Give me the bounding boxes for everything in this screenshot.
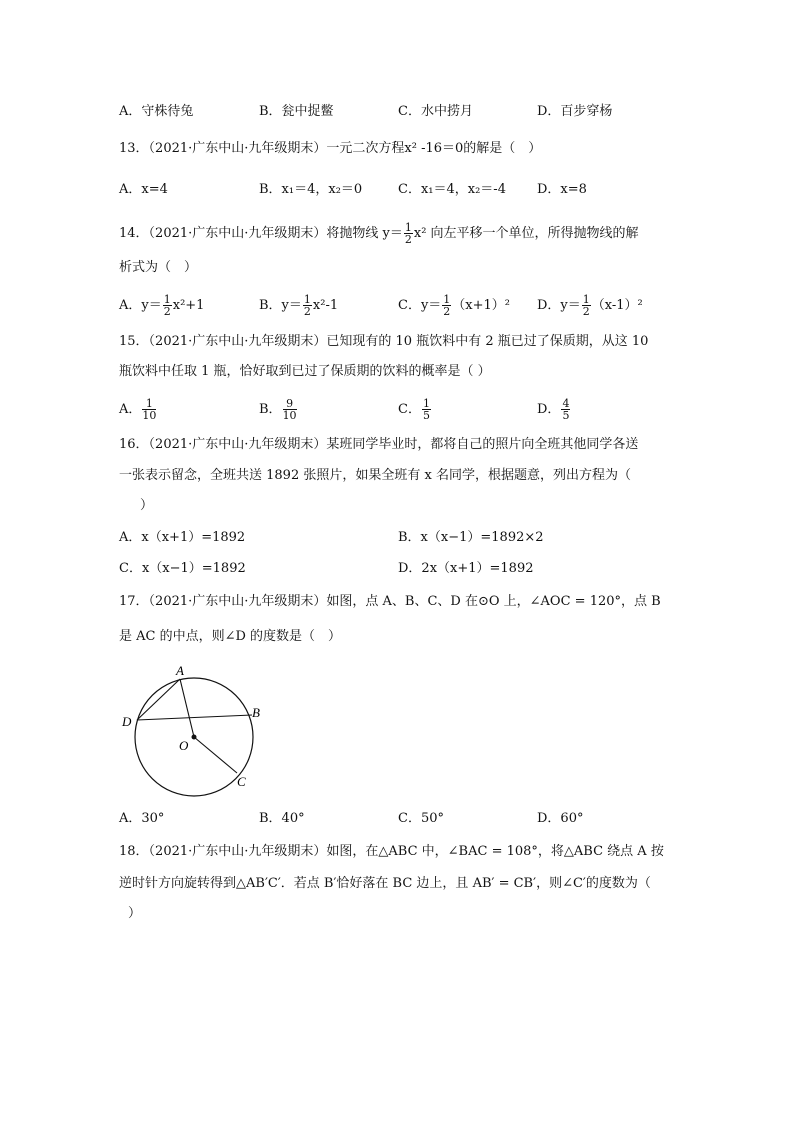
q14-option-b-num: 1	[303, 293, 311, 306]
label-d: D	[122, 714, 132, 729]
q17-circle-figure	[118, 660, 278, 800]
radius-oa	[180, 679, 194, 737]
q15-option-c	[398, 398, 432, 421]
radius-oc	[194, 737, 237, 773]
q14-option-a-label: A．y＝	[119, 298, 162, 313]
q14-option-b-tail: x²-1	[312, 298, 339, 313]
q15-option-d-den: 5	[562, 409, 570, 422]
q15-option-c-label: C．	[398, 402, 421, 417]
q16-option-d: D．2x（x+1）=1892	[398, 561, 534, 576]
q17-option-c: C．50°	[398, 811, 444, 826]
q13-stem: 13．（2021·广东中山·九年级期末）一元二次方程x² -16＝0的解是（ ）	[119, 141, 542, 156]
q12-option-c: C．水中捞月	[398, 104, 473, 119]
q18-stem-line3: ）	[128, 906, 142, 921]
q14-option-a-num: 1	[163, 293, 171, 306]
q15-option-b-frac	[283, 398, 297, 421]
q15-option-b-den: 10	[282, 409, 297, 422]
q15-option-d-frac	[561, 398, 570, 421]
q15-option-b-label: B．	[259, 402, 282, 417]
q14-option-d-frac	[582, 294, 591, 317]
q12-option-d: D．百步穿杨	[537, 104, 613, 119]
q14-option-d-label: D．y＝	[537, 298, 581, 313]
q14-option-b-den: 2	[303, 305, 311, 318]
q14-option-c	[398, 294, 510, 317]
q15-option-d-num: 4	[562, 397, 570, 410]
q14-option-c-num: 1	[443, 293, 451, 306]
label-o: O	[179, 738, 189, 753]
q17-stem-line1: 17．（2021·广东中山·九年级期末）如图，点 A、B、C、D 在⊙O 上，∠AOC = 120°，点 B	[119, 594, 661, 609]
q14-option-b-frac	[303, 294, 312, 317]
q15-option-a-label: A．	[119, 402, 142, 417]
q17-option-b: B．40°	[259, 811, 305, 826]
q17-stem-line2: 是 AC 的中点，则∠D 的度数是（ ）	[119, 629, 342, 644]
q14-option-b	[259, 294, 338, 317]
q14-stem-line2: 析式为（ ）	[119, 260, 198, 275]
q14-option-d	[537, 294, 643, 317]
q15-option-b	[259, 398, 298, 421]
q13-option-c: C．x₁＝4，x₂＝-4	[398, 182, 506, 197]
q14-frac-den: 2	[404, 233, 412, 246]
chord-db	[137, 715, 252, 720]
label-a: A	[176, 663, 184, 678]
q17-option-d: D．60°	[537, 811, 584, 826]
q15-option-c-frac	[422, 398, 431, 421]
label-c: C	[237, 774, 246, 789]
q14-frac-num: 1	[404, 221, 412, 234]
q14-option-c-tail: （x+1）²	[452, 298, 511, 313]
q12-option-a: A．守株待兔	[119, 104, 194, 119]
q14-option-a-den: 2	[163, 305, 171, 318]
q14-stem-head: 14．（2021·广东中山·九年级期末）将抛物线 y＝	[119, 226, 403, 241]
center-point	[192, 735, 197, 740]
q16-option-b: B．x（x−1）=1892×2	[398, 530, 544, 545]
q15-option-a	[119, 398, 157, 421]
q15-option-c-num: 1	[422, 397, 430, 410]
chord-da	[137, 679, 180, 720]
q15-option-c-den: 5	[422, 409, 430, 422]
q13-option-d: D．x=8	[537, 182, 587, 197]
q14-option-d-den: 2	[582, 305, 590, 318]
label-b: B	[252, 705, 260, 720]
q13-option-a: A．x=4	[119, 182, 168, 197]
q16-stem-line3: ）	[140, 498, 154, 513]
q14-stem	[119, 222, 639, 245]
q14-option-c-label: C．y＝	[398, 298, 442, 313]
q17-option-a: A．30°	[119, 811, 165, 826]
q14-option-a-frac	[163, 294, 172, 317]
q18-stem-line2: 逆时针方向旋转得到△AB′C′．若点 B′恰好落在 BC 边上，且 AB′ = CB′，则∠C′的度数为（	[119, 876, 651, 891]
q15-option-d-label: D．	[537, 402, 561, 417]
q14-option-d-tail: （x-1）²	[591, 298, 643, 313]
q16-option-a: A．x（x+1）=1892	[119, 530, 246, 545]
q14-option-b-label: B．y＝	[259, 298, 302, 313]
q15-stem-line1: 15．（2021·广东中山·九年级期末）已知现有的 10 瓶饮料中有 2 瓶已过了保质期，从这 10	[119, 334, 649, 349]
q18-stem-line1: 18．（2021·广东中山·九年级期末）如图，在△ABC 中，∠BAC = 108°，将△ABC 绕点 A 按	[119, 844, 664, 859]
q14-option-c-frac	[442, 294, 451, 317]
q14-option-c-den: 2	[443, 305, 451, 318]
q14-fraction	[404, 222, 413, 245]
q14-option-d-num: 1	[582, 293, 590, 306]
q16-option-c: C．x（x−1）=1892	[119, 561, 246, 576]
q16-stem-line2: 一张表示留念，全班共送 1892 张照片，如果全班有 x 名同学，根据题意，列出方程为（	[119, 468, 631, 483]
q15-stem-line2: 瓶饮料中任取 1 瓶，恰好取到已过了保质期的饮料的概率是（ ）	[119, 364, 491, 379]
q12-option-b: B．瓮中捉鳖	[259, 104, 334, 119]
q14-option-a-tail: x²+1	[172, 298, 205, 313]
q15-option-d	[537, 398, 571, 421]
q16-stem-line1: 16．（2021·广东中山·九年级期末）某班同学毕业时，都将自己的照片向全班其他同学各送	[119, 437, 639, 452]
q15-option-a-frac	[142, 398, 156, 421]
q15-option-a-den: 10	[142, 409, 157, 422]
q14-option-a	[119, 294, 204, 317]
q15-option-a-num: 1	[142, 398, 156, 410]
q13-option-b: B．x₁＝4，x₂＝0	[259, 182, 363, 197]
q14-stem-tail: x² 向左平移一个单位，所得抛物线的解	[413, 226, 639, 241]
q15-option-b-num: 9	[283, 398, 297, 410]
